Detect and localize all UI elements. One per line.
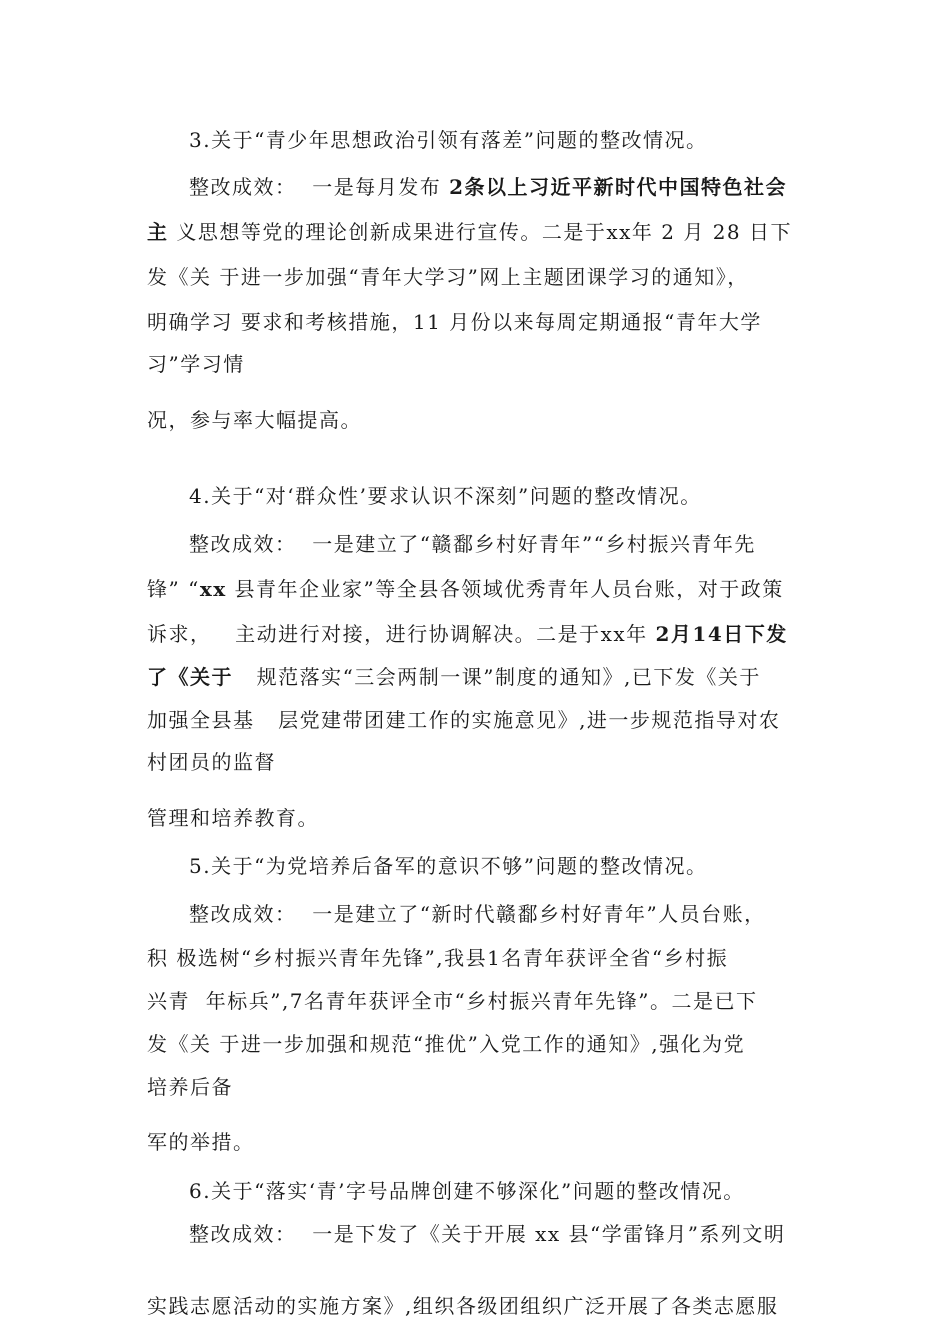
- section-4-line-7: 管理和培养教育。: [147, 806, 319, 830]
- section-3-line-2: 主 义思想等党的理论创新成果进行宣传。二是于xx年 2 月 28 日下: [147, 220, 793, 244]
- section-5-line-3: 兴青 年标兵”,7名青年获评全市“乡村振兴青年先锋”。二是已下: [147, 989, 758, 1013]
- section-5-line-6: 军的举措。: [147, 1130, 255, 1154]
- section-4-heading: 4.关于“对‘群众性’要求认识不深刻”问题的整改情况。: [189, 484, 702, 508]
- section-4-line-5: 加强全县基 层党建带团建工作的实施意见》,进一步规范指导对农: [147, 708, 781, 732]
- section-4-line-4: 了《关于 规范落实“三会两制一课”制度的通知》,已下发《关于: [147, 665, 761, 689]
- section-6-line-2: 实践志愿活动的实施方案》,组织各级团组织广泛开展了各类志愿服: [147, 1294, 779, 1318]
- section-5-line-4: 发《关 于进一步加强和规范“推优”入党工作的通知》,强化为党: [147, 1032, 746, 1056]
- section-5-line-5: 培养后备: [147, 1075, 233, 1099]
- section-3-line-5: 习”学习情: [147, 352, 245, 376]
- section-6-line-1: 整改成效： 一是下发了《关于开展 xx 县“学雷锋月”系列文明: [189, 1222, 786, 1246]
- section-4-line-2: 锋” “xx 县青年企业家”等全县各领域优秀青年人员台账，对于政策: [147, 577, 784, 601]
- section-4-line-1: 整改成效： 一是建立了“赣鄱乡村好青年”“乡村振兴青年先: [189, 532, 756, 556]
- section-5-heading: 5.关于“为党培养后备军的意识不够”问题的整改情况。: [189, 854, 708, 878]
- section-4-line-6: 村团员的监督: [147, 750, 276, 774]
- section-3-line-6: 况，参与率大幅提高。: [147, 408, 362, 432]
- section-3-heading: 3.关于“青少年思想政治引领有落差”问题的整改情况。: [189, 128, 708, 152]
- section-3-line-1: 整改成效： 一是每月发布 2条以上习近平新时代中国特色社会: [189, 175, 787, 199]
- section-4-line-3: 诉求， 主动进行对接，进行协调解决。二是于xx年 2月14日下发: [147, 622, 788, 646]
- section-3-line-3: 发《关 于进一步加强“青年大学习”网上主题团课学习的通知》，: [147, 265, 749, 289]
- section-5-line-2: 积 极选树“乡村振兴青年先锋”,我县1名青年获评全省“乡村振: [147, 946, 729, 970]
- section-6-heading: 6.关于“落实‘青’字号品牌创建不够深化”问题的整改情况。: [189, 1179, 745, 1203]
- section-3-line-4: 明确学习 要求和考核措施，11 月份以来每周定期通报“青年大学: [147, 310, 762, 334]
- section-5-line-1: 整改成效： 一是建立了“新时代赣鄱乡村好青年”人员台账，: [189, 902, 766, 926]
